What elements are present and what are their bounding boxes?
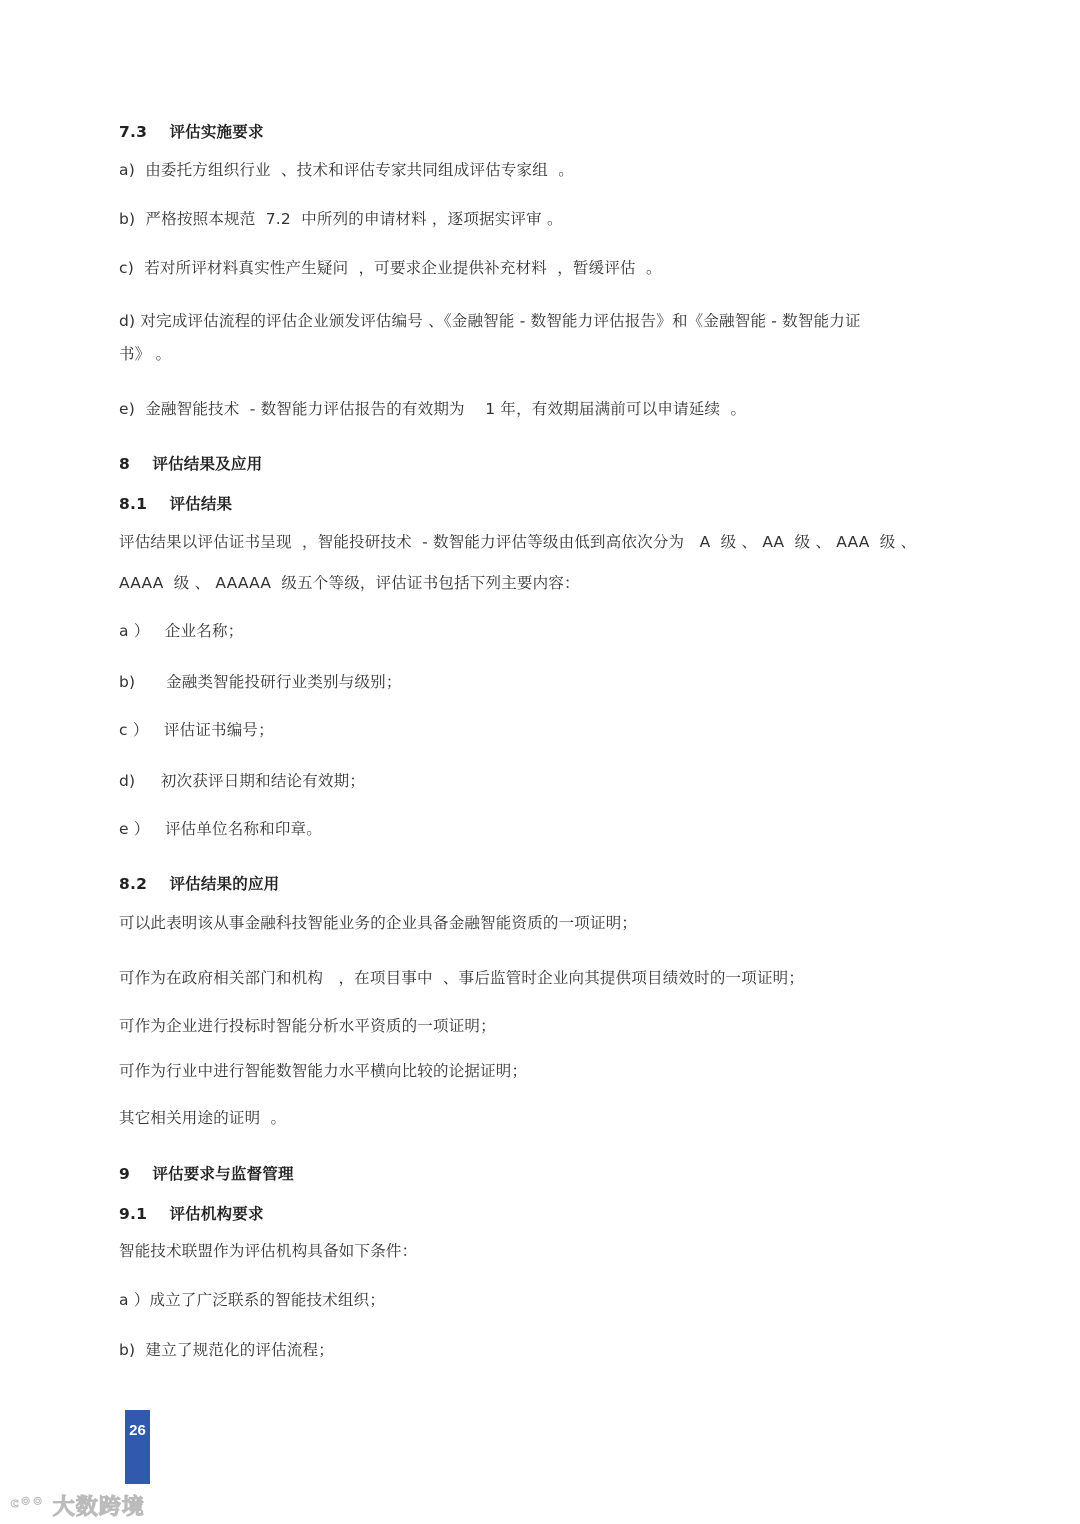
paragraph-line: 可作为行业中进行智能数智能力水平横向比较的论据证明；: [119, 1062, 528, 1080]
paragraph-line: a) 由委托方组织行业 、技术和评估专家共同组成评估专家组 。: [119, 161, 574, 179]
paragraph-line: b) 严格按照本规范 7.2 中所列的申请材料 ，逐项据实评审 。: [119, 210, 563, 228]
paragraph-line: AAAA 级 、 AAAAA 级五个等级，评估证书包括下列主要内容：: [119, 574, 580, 592]
paragraph-line: a ）成立了广泛联系的智能技术组织；: [119, 1291, 386, 1309]
paragraph-line: a ） 企业名称；: [119, 622, 244, 640]
paragraph-line: b) 金融类智能投研行业类别与级别；: [119, 673, 402, 691]
section-heading: 9 评估要求与监督管理: [119, 1165, 294, 1183]
paragraph-line: c) 若对所评材料真实性产生疑问 ，可要求企业提供补充材料 ，暂缓评估 。: [119, 259, 662, 277]
paragraph-line: 可作为在政府相关部门和机构 ，在项目事中 、事后监管时企业向其提供项目绩效时的一项证明；: [119, 969, 805, 987]
paragraph-line: c ） 评估证书编号；: [119, 721, 274, 739]
paragraph-line: 智能技术联盟作为评估机构具备如下条件：: [119, 1242, 418, 1260]
section-heading: 8.1 评估结果: [119, 495, 233, 513]
section-heading: 8 评估结果及应用: [119, 455, 263, 473]
paragraph-line: 评估结果以评估证书呈现 ，智能投研技术 - 数智能力评估等级由低到高依次分为 A 级 、 AA 级 、 AAA 级 、: [119, 533, 917, 551]
section-heading: 7.3 评估实施要求: [119, 123, 264, 141]
paragraph-line: d) 初次获评日期和结论有效期；: [119, 772, 366, 790]
section-heading: 8.2 评估结果的应用: [119, 875, 280, 893]
page-number: 26: [125, 1410, 150, 1484]
paragraph-line: d) 对完成评估流程的评估企业颁发评估编号 、《金融智能 - 数智能力评估报告》和《金融智能 - 数智能力证: [119, 312, 861, 330]
paragraph-line: 可以此表明该从事金融科技智能业务的企业具备金融智能资质的一项证明；: [119, 914, 638, 932]
section-heading: 9.1 评估机构要求: [119, 1205, 264, 1223]
paragraph-line: 书》 。: [119, 345, 172, 363]
paragraph-line: e ） 评估单位名称和印章。: [119, 820, 322, 838]
paragraph-line: e) 金融智能技术 - 数智能力评估报告的有效期为 1 年，有效期届满前可以申请延续 。: [119, 400, 747, 418]
paragraph-line: b) 建立了规范化的评估流程；: [119, 1341, 334, 1359]
watermark: ᶜ°° 大数跨境: [10, 1495, 145, 1520]
paragraph-line: 其它相关用途的证明 。: [119, 1109, 287, 1127]
paragraph-line: 可作为企业进行投标时智能分析水平资质的一项证明；: [119, 1017, 496, 1035]
